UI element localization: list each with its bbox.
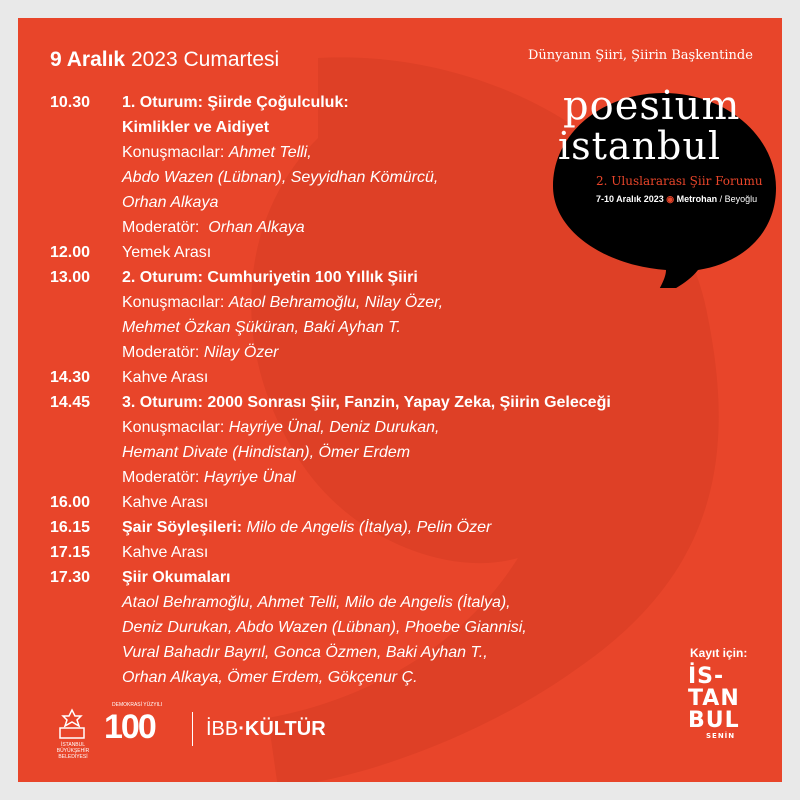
schedule-row: [50, 515, 750, 540]
readers: Orhan Alkaya, Ömer Erdem, Gökçenur Ç.: [122, 669, 418, 686]
session-time: 16.00: [50, 494, 91, 511]
ibb-text: İBB: [206, 718, 239, 740]
schedule-row: [50, 490, 750, 515]
event-dates: 7-10 Aralık 2023: [596, 194, 664, 204]
moderator: Orhan Alkaya: [208, 219, 305, 236]
break-label: Kahve Arası: [122, 494, 209, 511]
session-title-cont: Kimlikler ve Aidiyet: [122, 119, 270, 136]
date-heading: [50, 48, 279, 72]
istanbul-logo-line: TAN: [688, 686, 740, 711]
moderator-label: Moderatör:: [122, 344, 200, 361]
schedule-row: [50, 365, 750, 390]
speakers: Orhan Alkaya: [122, 194, 219, 211]
readers: Ataol Behramoğlu, Ahmet Telli, Milo de Angelis (İtalya),: [122, 594, 511, 611]
moderator-label: Moderatör:: [122, 469, 200, 486]
session-title: Şair Söyleşileri:: [122, 519, 243, 536]
ibb-emblem-text: İSTANBUL BÜYÜKŞEHİR BELEDİYESİ: [56, 742, 90, 760]
istanbul-senin-logo[interactable]: [688, 666, 766, 741]
schedule-row: [50, 90, 750, 240]
tagline: Dünyanın Şiiri, Şiirin Başkentinde: [528, 48, 753, 63]
speakers: Abdo Wazen (Lübnan), Seyyidhan Kömürcü,: [122, 169, 439, 186]
schedule-row: [50, 240, 750, 265]
schedule-row: [50, 565, 750, 690]
istanbul-logo-line: BUL: [688, 708, 740, 733]
logo-poesium: poesium: [563, 83, 741, 129]
moderator: Nilay Özer: [203, 344, 279, 361]
break-label: Yemek Arası: [122, 244, 212, 261]
session-title: 1. Oturum: Şiirde Çoğulculuk:: [122, 94, 349, 111]
session-time: 13.00: [50, 269, 91, 286]
speakers: Mehmet Özkan Şüküran, Baki Ayhan T.: [122, 319, 401, 336]
date-bold: 9 Aralık: [50, 48, 126, 71]
footer-divider: [192, 712, 193, 746]
interview-guests: Milo de Angelis (İtalya), Pelin Özer: [246, 519, 492, 536]
schedule: [50, 90, 750, 690]
break-label: Kahve Arası: [122, 544, 209, 561]
schedule-row: [50, 390, 750, 490]
break-label: Kahve Arası: [122, 369, 209, 386]
speakers: Ataol Behramoğlu, Nilay Özer,: [228, 294, 444, 311]
moderator-label: Moderatör:: [122, 219, 200, 236]
ibb-kultur-logo: [206, 718, 326, 741]
democracy-century-text: DEMOKRASİ YÜZYILI: [112, 702, 163, 708]
senin-label: SENİN: [706, 732, 736, 740]
speakers-label: Konuşmacılar:: [122, 144, 225, 161]
session-time: 17.30: [50, 569, 91, 586]
kultur-text: KÜLTÜR: [244, 718, 326, 740]
session-time: 10.30: [50, 94, 91, 111]
hundred-logo: 100: [104, 708, 155, 746]
speakers: Hemant Divate (Hindistan), Ömer Erdem: [122, 444, 411, 461]
speakers-label: Konuşmacılar:: [122, 419, 225, 436]
event-district: / Beyoğlu: [719, 194, 758, 204]
location-pin-icon: ◉: [666, 194, 675, 204]
logo-subtitle: 2. Uluslararası Şiir Forumu: [596, 174, 763, 188]
session-time: 12.00: [50, 244, 91, 261]
session-time: 14.30: [50, 369, 91, 386]
date-rest: 2023 Cumartesi: [130, 48, 280, 71]
session-title: 2. Oturum: Cumhuriyetin 100 Yıllık Şiiri: [122, 269, 418, 286]
session-time: 16.15: [50, 519, 91, 536]
session-time: 14.45: [50, 394, 91, 411]
speakers: Ahmet Telli,: [228, 144, 312, 161]
session-time: 17.15: [50, 544, 91, 561]
speakers: Hayriye Ünal, Deniz Durukan,: [228, 419, 440, 436]
istanbul-logo-line: İS-: [688, 664, 725, 689]
schedule-row: [50, 540, 750, 565]
readers: Deniz Durukan, Abdo Wazen (Lübnan), Phoebe Giannisi,: [122, 619, 527, 636]
event-venue: Metrohan: [676, 194, 718, 204]
session-title: Şiir Okumaları: [122, 569, 231, 586]
session-title: 3. Oturum: 2000 Sonrası Şiir, Fanzin, Yapay Zeka, Şiirin Geleceği: [122, 394, 611, 411]
moderator: Hayriye Ünal: [203, 469, 296, 486]
register-label: Kayıt için:: [690, 646, 748, 660]
poster: [18, 18, 782, 782]
dot-icon: ·: [238, 718, 245, 740]
schedule-row: [50, 265, 750, 365]
logo-istanbul: istanbul: [558, 124, 722, 168]
readers: Vural Bahadır Bayrıl, Gonca Özmen, Baki Ayhan T.,: [122, 644, 488, 661]
speakers-label: Konuşmacılar:: [122, 294, 225, 311]
